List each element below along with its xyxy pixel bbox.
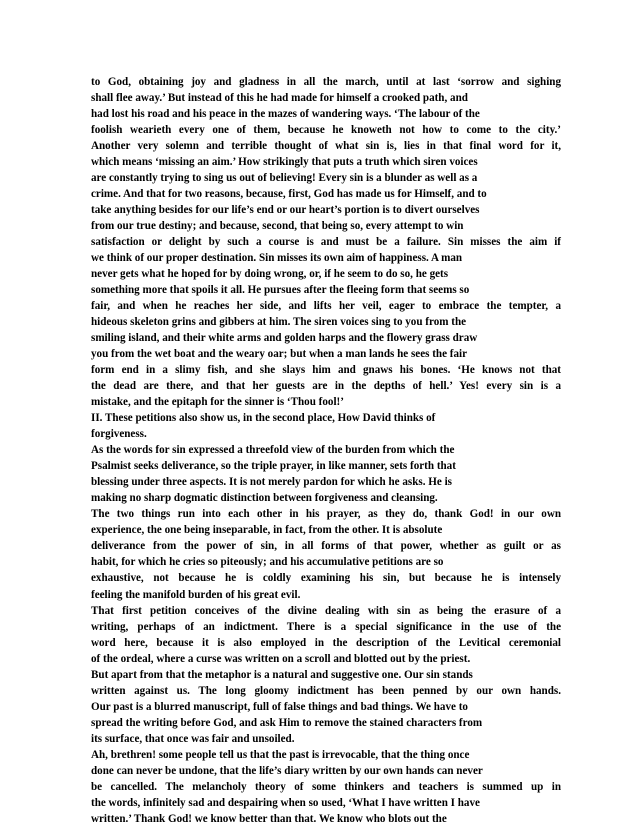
text-line: had lost his road and his peace in the mazes of wandering ways. ‘The labour of the	[91, 108, 480, 121]
text-line: never gets what he hoped for by doing wrong, or, if he seem to do so, he gets	[91, 268, 449, 281]
text-line: experience, the one being inseparable, in fact, from the other. It is absolute	[91, 524, 443, 537]
text-line: Another very solemn and terrible thought of what sin is, lies in that final word for it,	[91, 140, 561, 153]
text-line: written against us. The long gloomy indictment has been penned by our own hands.	[91, 684, 561, 697]
text-line: the words, infinitely sad and despairing when so used, ‘What I have written I have	[91, 796, 480, 809]
text-line: of the ordeal, where a curse was written on a scroll and blotted out by the priest.	[91, 652, 471, 665]
text-line: But apart from that the metaphor is a natural and suggestive one. Our sin stands	[91, 668, 473, 681]
text-line: forgiveness.	[91, 428, 147, 441]
text-line: Psalmist seeks deliverance, so the triple prayer, in like manner, sets forth that	[91, 460, 456, 473]
text-line: feeling the manifold burden of his great evil.	[91, 588, 301, 601]
text-line: foolish wearieth every one of them, because he knoweth not how to come to the city.’	[91, 124, 561, 137]
text-line: to God, obtaining joy and gladness in all the march, until at last ‘sorrow and sighing	[91, 76, 561, 88]
text-line: done can never be undone, that the life’s diary written by our own hands can never	[91, 764, 483, 777]
text-line: blessing under three aspects. It is not merely pardon for which he asks. He is	[91, 476, 452, 489]
text-line: take anything besides for our life’s end or our heart’s portion is to divert ourselves	[91, 204, 480, 217]
text-line: be cancelled. The melancholy theory of some thinkers and teachers is summed up in	[91, 780, 561, 793]
text-line: deliverance from the power of sin, in all forms of that power, whether as guilt or as	[91, 540, 561, 553]
text-line: Ah, brethren! some people tell us that the past is irrevocable, that the thing once	[91, 748, 470, 761]
text-line: crime. And that for two reasons, because, first, God has made us for Himself, and to	[91, 188, 487, 201]
text-line: word here, because it is also employed in the description of the Levitical ceremonial	[91, 636, 561, 649]
text-line: habit, for which he cries so piteously; and his accumulative petitions are so	[91, 556, 444, 569]
text-line: That first petition conceives of the divine dealing with sin as being the erasure of a	[91, 604, 561, 617]
text-line: shall flee away.’ But instead of this he had made for himself a crooked path, and	[91, 92, 468, 105]
text-line: something more that spoils it all. He pursues after the fleeing form that seems so	[91, 284, 470, 297]
text-line: Our past is a blurred manuscript, full of false things and bad things. We have to	[91, 700, 468, 713]
text-line: As the words for sin expressed a threefold view of the burden from which the	[91, 444, 455, 457]
text-line: mistake, and the epitaph for the sinner is ‘Thou fool!’	[91, 396, 344, 409]
text-line: exhaustive, not because he is coldly examining his sin, but because he is intensely	[91, 572, 561, 585]
text-line: you from the wet boat and the weary oar; but when a man lands he sees the fair	[91, 348, 468, 361]
text-line: making no sharp dogmatic distinction between forgiveness and cleansing.	[91, 492, 438, 505]
text-line: form end in a slimy fish, and she slays him and gnaws his bones. ‘He knows not that	[91, 364, 561, 377]
text-line: II. These petitions also show us, in the second place, How David thinks of	[91, 412, 436, 425]
text-line: smiling island, and their white arms and golden harps and the flowery grass draw	[91, 332, 478, 345]
body-text	[91, 74, 561, 827]
text-line: writing, perhaps of an indictment. There is a special significance in the use of the	[91, 620, 561, 633]
text-line: the dead are there, and that her guests are in the depths of hell.’ Yes! every sin is a	[91, 380, 561, 393]
text-line: are constantly trying to sing us out of believing! Every sin is a blunder as well as a	[91, 172, 478, 185]
text-line: written.’ Thank God! we know better than that. We know who blots out the	[91, 812, 447, 825]
text-line: satisfaction or delight by such a course is and must be a failure. Sin misses the aim if	[91, 236, 561, 249]
text-line: spread the writing before God, and ask Him to remove the stained characters from	[91, 716, 483, 729]
text-line: which means ‘missing an aim.’ How strikingly that puts a truth which siren voices	[91, 156, 478, 169]
text-line: hideous skeleton grins and gibbers at him. The siren voices sing to you from the	[91, 316, 467, 329]
text-line: its surface, that once was fair and unsoiled.	[91, 732, 295, 745]
text-line: from our true destiny; and because, second, that being so, every attempt to win	[91, 220, 464, 233]
text-line: fair, and when he reaches her side, and lifts her veil, eager to embrace the tempter, a	[91, 300, 561, 313]
text-line: The two things run into each other in his prayer, as they do, thank God! in our own	[91, 508, 561, 521]
text-line: we think of our proper destination. Sin misses its own aim of happiness. A man	[91, 252, 463, 265]
